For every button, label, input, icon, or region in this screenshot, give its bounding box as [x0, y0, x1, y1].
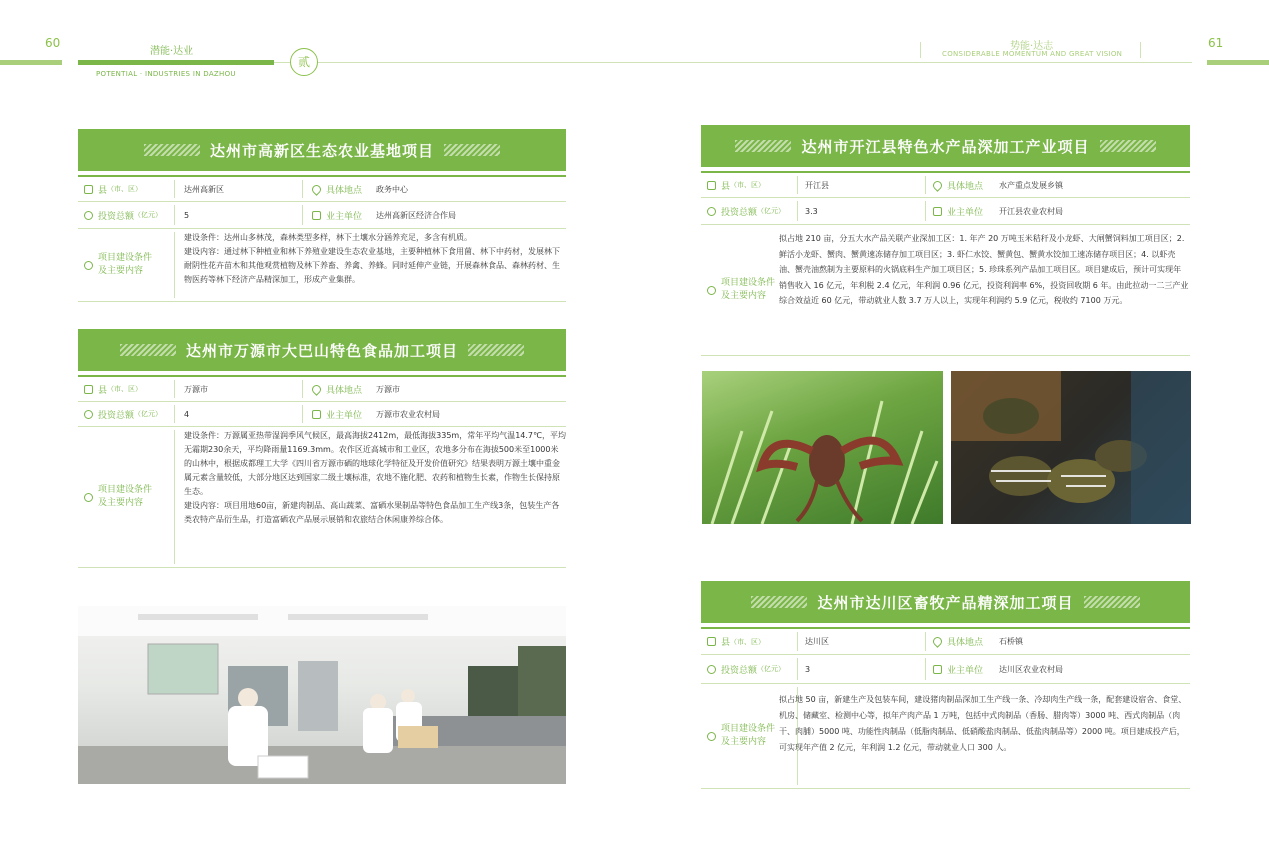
location-value: 万源市: [376, 384, 400, 394]
investment-value: 4: [184, 409, 190, 419]
title-hatch-right: [468, 344, 524, 356]
project-title-bar: [78, 329, 566, 371]
location-label: 具体地点: [933, 173, 983, 197]
money-icon: [84, 211, 93, 220]
title-hatch-left: [751, 596, 807, 608]
conditions-icon: [707, 286, 716, 295]
owner-value: 达川区农业农村局: [999, 664, 1063, 674]
conditions-label: 项目建设条件 及主要内容: [707, 684, 775, 788]
project-info-table: [701, 627, 1190, 789]
location-value: 石桥镇: [999, 637, 1023, 646]
title-hatch-left: [735, 140, 791, 152]
project-title-bar: [701, 125, 1190, 167]
right-page-number: 61: [1208, 36, 1224, 50]
county-icon: [84, 385, 93, 394]
info-row-conditions: [78, 427, 566, 568]
header-rule: [274, 62, 1192, 63]
factory-illustration: [78, 606, 566, 784]
info-row-conditions: [78, 229, 566, 302]
right-header-subtitle: CONSIDERABLE MOMENTUM AND GREAT VISION: [942, 50, 1123, 58]
info-row-county: [701, 627, 1190, 655]
county-label: 县 （市、区）: [84, 177, 142, 201]
owner-value: 万源市农业农村局: [376, 409, 440, 419]
conditions-text: 建设条件：达州山多林茂，森林类型多样，林下土壤水分涵养充足，多含有机质。 建设内容：通过林下种植业和林下养殖业建设生态农业基地，主要种植林下食用菌、林下中药材，发展林下耐阴性花卉苗木和其他观赏植物及林下养畜、养禽、养蜂。同时延伸产业链，开展森林食品、森林药材、生物医药等林下经济产品精深加工，形成产业集群。: [184, 233, 560, 284]
info-row-county: [78, 375, 566, 402]
owner-label: 业主单位: [312, 402, 362, 426]
info-row-county: [701, 171, 1190, 198]
conditions-icon: [707, 732, 716, 741]
location-pin-icon: [310, 183, 323, 196]
left-header-title: 潜能·达业: [150, 46, 194, 57]
info-row-conditions: [701, 684, 1190, 789]
info-row-investment: [78, 202, 566, 229]
left-header-bar: [78, 60, 274, 65]
conditions-label: 项目建设条件 及主要内容: [707, 225, 775, 355]
owner-value: 开江县农业农村局: [999, 206, 1063, 216]
right-header-title: 势能·达志: [1010, 41, 1054, 52]
investment-value: 3: [805, 664, 811, 674]
owner-value: 达州高新区经济合作局: [376, 210, 456, 220]
section-seal: 贰: [290, 48, 318, 76]
owner-icon: [312, 211, 321, 220]
county-value: 达州高新区: [184, 184, 224, 194]
county-value: 达川区: [805, 637, 829, 646]
investment-value: 5: [184, 210, 190, 220]
left-page-number: 60: [45, 36, 61, 50]
info-row-investment: [701, 198, 1190, 225]
county-icon: [84, 185, 93, 194]
county-value: 万源市: [184, 384, 208, 394]
investment-label: 投资总额 （亿元）: [707, 655, 785, 683]
investment-label: 投资总额 （亿元）: [84, 202, 162, 228]
project-title: 达州市达川区畜牧产品精深加工项目: [817, 593, 1074, 612]
crab-photo: [951, 371, 1191, 524]
location-label: 具体地点: [312, 377, 362, 401]
info-row-county: [78, 175, 566, 202]
title-hatch-right: [1084, 596, 1140, 608]
county-label: 县 （市、区）: [84, 377, 142, 401]
project-title: 达州市高新区生态农业基地项目: [209, 141, 434, 160]
location-label: 具体地点: [933, 629, 983, 654]
right-tab-bar: [1207, 60, 1269, 65]
title-hatch-right: [1100, 140, 1156, 152]
left-header-subtitle: POTENTIAL · INDUSTRIES IN DAZHOU: [96, 70, 236, 78]
owner-label: 业主单位: [933, 198, 983, 224]
crayfish-photo: [702, 371, 943, 524]
conditions-text: 拟占地 210 亩，分五大水产品关联产业深加工区：1. 年产 20 万吨玉米秸秆及小龙虾、大闸蟹饲料加工项目区；2. 鲜活小龙虾、蟹肉、蟹黄速冻储存加工项目区；3. 虾仁水饺、蟹黄包、蟹黄水饺加工速冻储存项目区；4. 以虾壳油、蟹壳油熬制为主要原料的火锅底料生产加工项目区；5. 珍珠系列产品加工项目区。项目建成后，预计可实现年销售收入 16 亿元，年利税 2.4 亿元，年利润 0.96 亿元，投资利润率 6%，投资回收期 6 年。由此拉动一二三产业综合效益近 60 亿元，带动就业人数 3.7 万人以上，实现年利润约 5.9 亿元，税收约 7100 万元。: [779, 234, 1189, 305]
money-icon: [707, 207, 716, 216]
right-header-divider-right: [1140, 42, 1141, 58]
title-hatch-left: [120, 344, 176, 356]
investment-label: 投资总额 （亿元）: [84, 402, 162, 426]
investment-value: 3.3: [805, 206, 818, 216]
crayfish-illustration: [702, 371, 943, 524]
project-title-bar: [701, 581, 1190, 623]
factory-photo: [78, 606, 566, 784]
county-icon: [707, 181, 716, 190]
title-hatch-left: [144, 144, 200, 156]
owner-icon: [933, 665, 942, 674]
info-row-conditions: [701, 225, 1190, 356]
county-value: 开江县: [805, 180, 829, 190]
right-header-divider-left: [920, 42, 921, 58]
conditions-icon: [84, 493, 93, 502]
location-value: 水产重点发展乡镇: [999, 180, 1063, 190]
conditions-label: 项目建设条件 及主要内容: [84, 427, 152, 567]
crab-illustration: [951, 371, 1191, 524]
conditions-text: 拟占地 50 亩，新建生产及包装车间，建设猪肉制品深加工生产线一条、冷却肉生产线一条，配套建设宿舍、食堂、机房、储藏室、检测中心等，拟年产肉产品 1 万吨，包括中式肉制品（香肠、腊肉等）3000 吨、西式肉制品（肉干、肉脯）5000 吨、功能性肉制品（低脂肉制品、低硝酸盐肉制品、低盐肉制品等）2000 吨。项目建成投产后，可实现年产值 2 亿元，年利润 1.2 亿元，带动就业人口 300 人。: [779, 695, 1187, 752]
left-tab-bar: [0, 60, 62, 65]
project-title: 达州市开江县特色水产品深加工产业项目: [801, 137, 1090, 156]
location-pin-icon: [310, 383, 323, 396]
investment-label: 投资总额 （亿元）: [707, 198, 785, 224]
money-icon: [84, 410, 93, 419]
owner-label: 业主单位: [933, 655, 983, 683]
title-hatch-right: [444, 144, 500, 156]
location-pin-icon: [931, 179, 944, 192]
info-row-investment: [701, 655, 1190, 684]
conditions-label: 项目建设条件 及主要内容: [84, 229, 152, 301]
owner-icon: [312, 410, 321, 419]
owner-icon: [933, 207, 942, 216]
county-label: 县 （市、区）: [707, 173, 765, 197]
info-row-investment: [78, 402, 566, 427]
owner-label: 业主单位: [312, 202, 362, 228]
conditions-text: 建设条件：万源属亚热带湿润季风气候区，最高海拔2412m，最低海拔335m，常年平均气温14.7℃，平均无霜期230余天，平均降雨量1169.3mm。农作区近高城市和工业区，农地多分布在海拔500米至1000米的山林中，根据成都理工大学《四川省万源市硒的地球化学特征及开发价值研究》结果表明万源土壤中重金属元素含量较低，大部分地区达到国家二级土壤标准，农地不施化肥、农药和植物生长素，作物生长保持原生态。 建设内容：项目用地60亩，新建肉制品、高山蔬菜、富硒水果制品等特色食品加工生产线3条，包装生产各类农特产品衍生品，打造富硒农产品展示展销和农旅结合休闲康养综合体。: [184, 431, 567, 524]
county-icon: [707, 637, 716, 646]
project-title-bar: [78, 129, 566, 171]
location-value: 政务中心: [376, 184, 408, 194]
money-icon: [707, 665, 716, 674]
project-info-table: [701, 171, 1190, 356]
project-title: 达州市万源市大巴山特色食品加工项目: [185, 341, 458, 360]
project-info-table: [78, 375, 566, 568]
location-pin-icon: [931, 635, 944, 648]
location-label: 具体地点: [312, 177, 362, 201]
county-label: 县 （市、区）: [707, 629, 765, 654]
project-info-table: [78, 175, 566, 302]
conditions-icon: [84, 261, 93, 270]
